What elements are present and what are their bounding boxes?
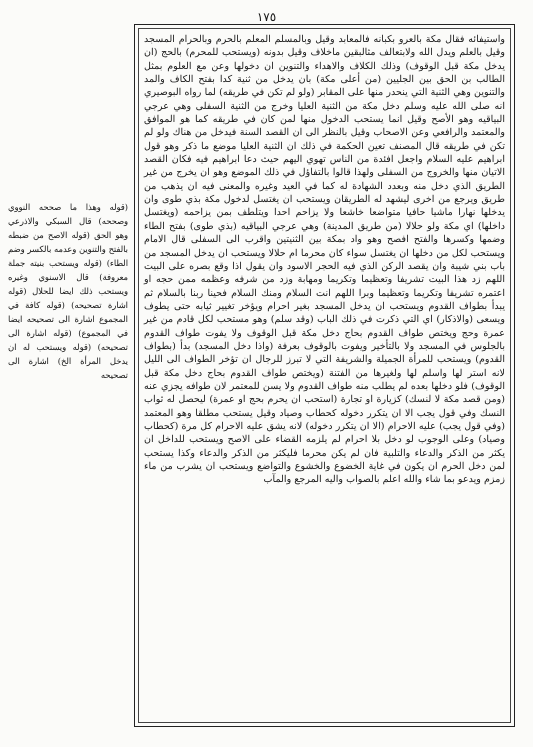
main-text-frame — [134, 24, 515, 727]
page-number: ١٧٥ — [256, 10, 277, 24]
main-body-text: واستيفائه فقال مكة بالعرو بكبانه فالمعابد وقيل وبالمسلم المعلم بالحرم وبالحرام المسجد وقيل بالعلم ويدل الله ولابتعالف مثالبقين ماخلاف وقيل بدونه (ويستحب للمحرم) بالحج (ان يدخل مكة قبل الوقوف) وذلك الكلاف والاهداء والتنوين ان دخولها وعن مع العلوم بمثل الطالب بن الحق بين الجليين (من أعلى مكة) بان يدخل من ثنية كدا بفتح الكاف والمد والتنوين وهي الثنية التي ينحدر منها على المقابر (ولو لم تكن في طريقه) لما رواه البوصيري انه صلى الله عليه وسلم دخل مكة من الثنية العليا وخرج من الثنية السفلى وهي عرجي البياقيه وهو الأصح وقيل انما يستحب الدخول منها لمن كان في طريقه كما هو الموافق والمعتمد والرافعي وعن الاصحاب وقيل بالنظر الى ان القصد السنة فيدخل من هناك ولو لم تكن في طريقه قال المصنف تعين الحكمة في ذلك ان الثنية العليا موضع ما ذكر وهو قول ابراهيم عليه السلام واجعل افئدة من الناس تهوي اليهم حيث دعا ابراهيم فيه فكان القصد الاتيان منها والخروج من السفلى ولهذا قالوا بالتفاؤل في ذلك الموضع وهو ان يخرج من غير الطريق الذي دخل منه وبعدد الشهادة له كما في العيد وغيره والمعنى فيه ان يذهب من طريق ويرجع من اخرى ليشهد له الطريقان ويستحب ان يغتسل لدخول مكة بذي طوى وان يدخلها نهارا ماشيا حافيا متواضعا خاشعا ولا يزاحم احدا ويتلطف بمن يزاحمه (ويغتسل داخلها) اي مكة ولو حلالا (من طريق المدينة) وهي عرجي البياقيه (بذي طوى) بفتح الطاء وضمها وكسرها والفتح افصح وهو واد بمكة بين الثنيتين واقرب الى السفلى قال الامام ويستحب لكل من دخلها ان يغتسل سواء كان محرما ام حلالا ويستحب ان يدخل المسجد من باب بني شيبة وان يقصد الركن الذي فيه الحجر الاسود وان يقول اذا وقع بصره على البيت اللهم زد هذا البيت تشريفا وتعظيما وتكريما ومهابة وزد من شرفه وعظمه ممن حجه او اعتمره تشريفا وتكريما وتعظيما وبرا اللهم انت السلام ومنك السلام فحينا ربنا بالسلام ثم يبدأ بطواف القدوم ويستحب ان يدخل المسجد بغير احرام ويؤخر تغيير ثيابه حتى يطوف ويسعى (والاذكار) اي التي ذكرت في ذلك الباب (وقد سلم) وهو مستحب لكل قادم من غير عمرة وحج ويختص طواف القدوم بحاج دخل مكة قبل الوقوف ولا يفوت طواف القدوم بالجلوس في المسجد ولا بالتأخير ويفوت بالوقوف بعرفة (واذا دخل المسجد) بدأ (بطواف القدوم) ويستحب للمرأة الجميلة والشريفة التي لا تبرز للرجال ان تؤخر الطواف الى الليل لانه استر لها واسلم لها ولغيرها من الفتنة (ويختص طواف القدوم بحاج دخل مكة قبل الوقوف) فلو دخلها بعده لم يطلب منه طواف القدوم ولا يسن للمعتمر لان طوافه يجزي عنه (ومن قصد مكة لا لنسك) كزيارة او تجارة (استحب ان يحرم بحج او عمرة) ليحصل له ثواب النسك وفي قول يجب الا ان يتكرر دخوله كحطاب وصياد وقيل يستحب مطلقا وهو المعتمد (وفي قول يجب) عليه الاحرام (الا ان يتكرر دخوله) لانه يشق عليه الاحرام كل مرة (كحطاب وصياد) وعلى الوجوب لو دخل بلا احرام لم يلزمه القضاء على الاصح ويستحب للداخل ان يكثر من الذكر والدعاء والتلبية فان لم يكن محرما فليكثر من الذكر والدعاء وكذا يستحب لمن دخل الحرم ان يكون في غاية الخضوع والخشوع والتواضع ويستحب ان يشرب من ماء زمزم ويدعو بما شاء والله اعلم بالصواب واليه المرجع والمآب — [144, 34, 505, 486]
margin-commentary: (قوله وهذا ما صححه النووي وصححه) قال السبكي والاذرعي وهو الحق (قوله الاصح من ضبطه بالفتح والتنوين وعدمه بالكسر وضم الطاء) (قوله ويستحب بنيته جملة معروفة) قال الاسنوي وغيره ويستحب ذلك ايضا للحلال (قوله اشارة تصحيحه) (قوله كافة في المجموع اشارة الى تصحيحه ايضا في المجموع) (قوله اشارة الى تصحيحه) (قوله ويستحب له ان يدخل المرأة الخ) اشارة الى تصحيحه — [8, 202, 128, 380]
